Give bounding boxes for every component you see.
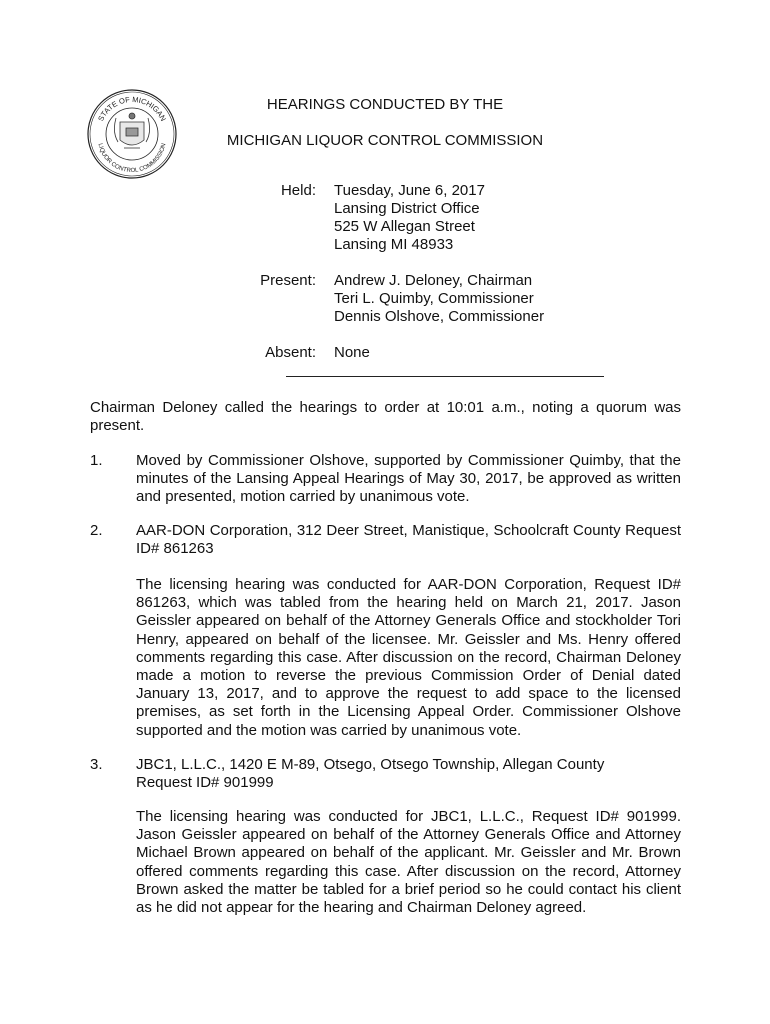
present-member: Dennis Olshove, Commissioner [334,308,545,325]
present-member: Andrew J. Deloney, Chairman [334,272,533,289]
held-details [334,182,694,254]
item-number: 1. [90,452,103,469]
present-member: Teri L. Quimby, Commissioner [334,290,534,307]
held-city: Lansing MI 48933 [334,236,454,253]
seal-bottom-text: LIQUOR CONTROL COMMISSION [96,142,168,175]
item-3-heading-line: JBC1, L.L.C., 1420 E M-89, Otsego, Otsego Township, Allegan County [136,756,605,773]
present-members [334,272,694,326]
item-3-heading-line: Request ID# 901999 [136,774,274,792]
absent-members [334,344,694,362]
header-title-line-1: HEARINGS CONDUCTED BY THE [266,96,504,113]
absent-label: Absent: [265,344,316,361]
item-3-body: The licensing hearing was conducted for JBC1, L.L.C., Request ID# 901999. Jason Geissler appeared on behalf of the Attorney Generals Office and Attorney Michael Brown appeared on behalf of the applicant. Mr. Geissler and Mr. Brown offered comments regarding this case. After discussion on the record, Attorney Brown asked the matter be tabled for a brief period so he could contact his client as he did not appear for the hearing and Chairman Deloney agreed. [136,808,681,917]
held-date: Tuesday, June 6, 2017 [334,182,485,199]
item-number: 2. [90,522,103,539]
present-label: Present: [260,272,316,289]
seal-top-text: STATE OF MICHIGAN [96,94,168,123]
header-title-line-2: MICHIGAN LIQUOR CONTROL COMMISSION [226,132,544,149]
item-1-text: Moved by Commissioner Olshove, supported by Commissioner Quimby, that the minutes of the Lansing Appeal Hearings of May 30, 2017, be approved as written and presented, motion carried by unanimous vote. [136,452,681,506]
item-number: 3. [90,756,103,773]
intro-paragraph: Chairman Deloney called the hearings to order at 10:01 a.m., noting a quorum was present. [90,399,681,435]
held-street: 525 W Allegan Street [334,218,475,235]
item-2-heading: AAR-DON Corporation, 312 Deer Street, Manistique, Schoolcraft County Request ID# 861263 [136,522,681,558]
held-label: Held: [280,182,316,199]
item-2-body: The licensing hearing was conducted for AAR-DON Corporation, Request ID# 861263, which was tabled from the hearing held on March 21, 2017. Jason Geissler appeared on behalf of the Attorney Generals Office and stockholder Tori Henry, appeared on behalf of the licensee. Mr. Geissler and Ms. Henry offered comments regarding this case. After discussion on the record, Chairman Deloney made a motion to reverse the previous Commission Order of Denial dated January 13, 2017, and to approve the request to add space to the licensed premises, as set forth in the Licensing Appeal Order. Commissioner Olshove supported and the motion was carried by unanimous vote. [136,576,681,739]
held-location: Lansing District Office [334,200,480,217]
divider [286,376,604,377]
item-3-heading [136,756,681,792]
absent-member: None [334,344,370,361]
